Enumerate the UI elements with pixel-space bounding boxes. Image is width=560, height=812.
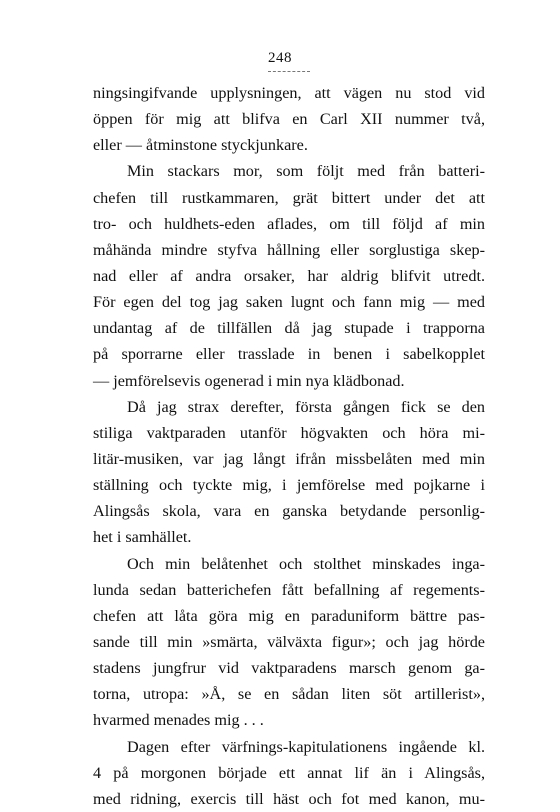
text-line: stiliga vaktparaden utanför högvakten och höra mi- [93,423,485,442]
page-number: 248 [268,50,292,66]
text-line: litär-musiken, var jag långt ifrån missbelåten med min [93,449,485,468]
text-line: tro- och huldhets-eden aflades, om till följd af min [93,214,485,233]
text-line: på sporrarne eller trasslade in benen i sabelkopplet [93,345,485,364]
text-line: Dagen efter värfnings-kapitulationens ingående kl. [127,737,485,756]
text-line: öppen för mig att blifva en Carl XII nummer två, [93,110,485,129]
text-line: — jemförelsevis ogenerad i min nya klädbonad. [93,371,405,390]
text-line: 4 på morgonen började ett annat lif än i Alingsås, [93,763,485,782]
text-line: chefen att låta göra mig en paraduniform bättre pas- [93,606,485,625]
page-number-rule [268,71,310,72]
text-line: Min stackars mor, som följt med från batteri- [127,162,485,181]
text-line: måhända mindre styfva hållning eller sorglustiga skep- [93,240,485,259]
text-line: För egen del tog jag saken lugnt och fann mig — med [93,293,485,312]
text-line: med ridning, exercis till häst och fot med kanon, mu- [93,789,485,808]
text-line: stadens jungfrur vid vaktparadens marsch genom ga- [93,659,485,678]
text-line: eller — åtminstone styckjunkare. [93,136,308,155]
text-line: hvarmed menades mig . . . [93,711,264,730]
text-line: Och min belåtenhet och stolthet minskades inga- [127,554,485,573]
text-line: undantag af de tillfällen då jag stupade i trapporna [93,319,485,338]
text-line: lunda sedan batterichefen fått befallning af regements- [93,580,485,599]
body-text [93,80,485,812]
text-line: Då jag strax derefter, första gången fick se den [127,397,485,416]
text-line: ningsingifvande upplysningen, att vägen nu stod vid [93,84,485,102]
text-line: torna, utropa: »Å, se en sådan liten söt artillerist», [93,685,485,704]
text-line: ställning och tyckte mig, i jemförelse med pojkarne i [93,476,485,495]
text-line: sande till min »smärta, välväxta figur»; och jag hörde [93,632,485,651]
text-line: nad eller af andra orsaker, har aldrig blifvit utredt. [93,266,485,285]
text-line: Alingsås skola, vara en ganska betydande personlig- [93,502,485,521]
text-line: het i samhället. [93,528,192,547]
text-line: chefen till rustkammaren, grät bittert under det att [93,188,485,207]
